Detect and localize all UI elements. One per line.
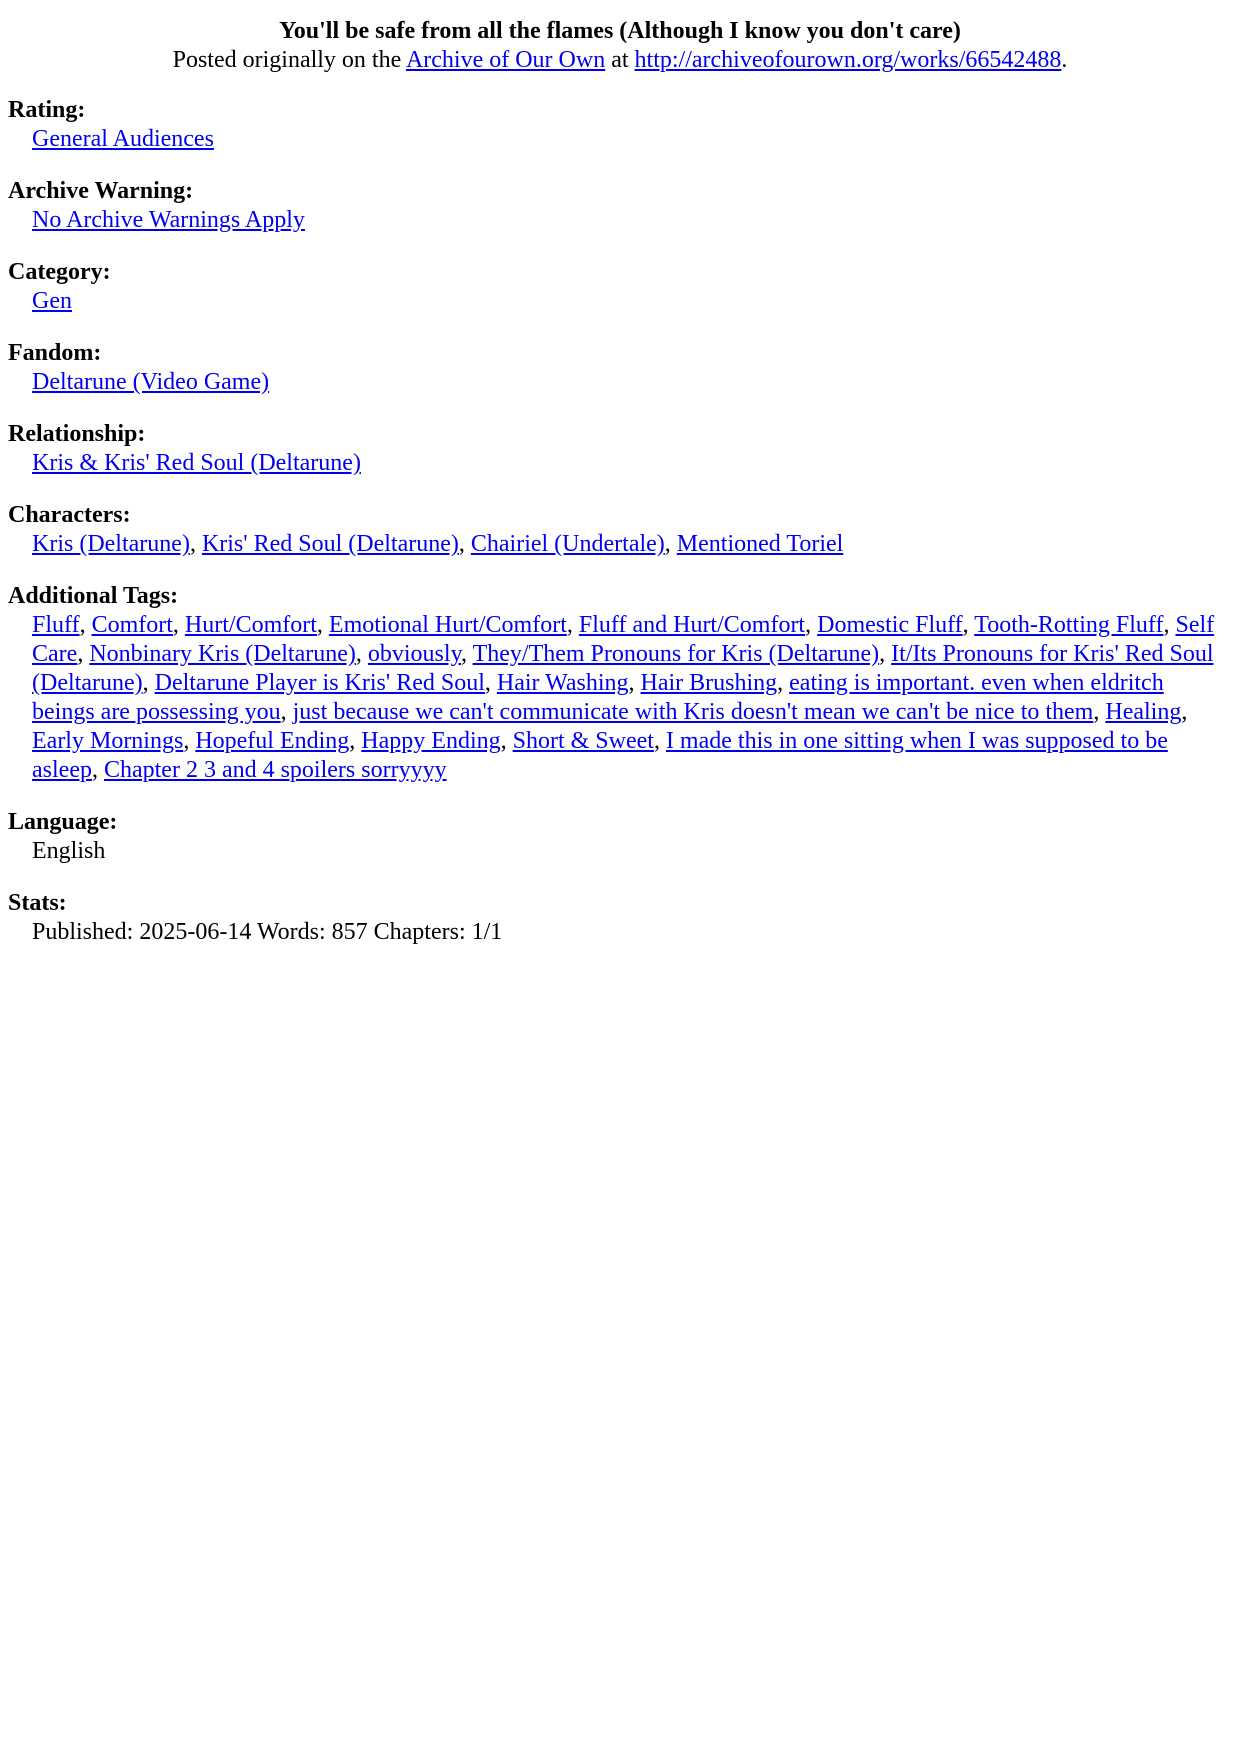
archive-warning-link[interactable]: No Archive Warnings Apply [32,207,305,233]
character-link[interactable]: Kris' Red Soul (Deltarune) [201,531,459,557]
tag-link[interactable]: Comfort [91,612,173,638]
archive-warning-value [32,206,1232,235]
tag-link[interactable]: Chapter 2 3 and 4 spoilers sorryyyy [103,757,447,783]
fandom-value [32,368,1232,397]
tag-link[interactable]: Happy Ending [361,728,501,754]
tag-link[interactable]: Short & Sweet [512,728,654,754]
tag-link[interactable]: They/Them Pronouns for Kris (Deltarune) [472,641,880,667]
relationship-label: Relationship: [8,421,146,447]
work-url-link[interactable]: http://archiveofourown.org/works/66542488 [634,47,1062,73]
byline-text-suffix: . [1061,47,1068,73]
relationship-link[interactable]: Kris & Kris' Red Soul (Deltarune) [32,450,361,476]
archive-warning-label: Archive Warning: [8,178,194,204]
language-value: English [32,838,106,864]
category-value [32,287,1232,316]
character-link[interactable]: Mentioned Toriel [676,531,844,557]
additional-tags-value: Fluff, Comfort, Hurt/Comfort, Emotional Hurt/Comfort, Fluff and Hurt/Comfort, Domestic Fluff, Tooth-Rotting Fluff, Self Care, Nonbinary Kris (Deltarune), obviously, They/Them Pronouns for Kris (Deltarune), It/Its Pronouns for Kris' Red Soul (Deltarune), Deltarune Player is Kris' Red Soul, Hair Washing, Hair Brushing, eating is important. even when eldritch beings are possessing you, just because we can't communicate with Kris doesn't mean we can't be nice to them, Healing, Early Mornings, Hopeful Ending, Happy Ending, Short & Sweet, I made this in one sitting when I was supposed to be asleep, Chapter 2 3 and 4 spoilers sorryyyy [32,612,1215,783]
tag-link[interactable]: just because we can't communicate with Kris doesn't mean we can't be nice to them [292,699,1094,725]
message [8,17,1232,75]
language-label: Language: [8,809,118,835]
byline-text-middle: at [605,47,635,73]
tag-link[interactable]: Hair Washing [496,670,629,696]
additional-tags-label: Additional Tags: [8,583,179,609]
byline-text-prefix: Posted originally on the [172,47,406,73]
work-meta-list [8,96,1232,947]
tag-link[interactable]: Healing [1105,699,1182,725]
work-title: You'll be safe from all the flames (Although I know you don't care) [279,18,961,44]
characters-value: Kris (Deltarune), Kris' Red Soul (Deltarune), Chairiel (Undertale), Mentioned Toriel [32,531,844,557]
tag-link[interactable]: Hopeful Ending [195,728,350,754]
category-link[interactable]: Gen [32,288,72,314]
tag-link[interactable]: Hurt/Comfort [184,612,317,638]
tag-link[interactable]: It/Its Pronouns for Kris' Red Soul (Deltarune) [32,641,1214,696]
tag-link[interactable]: I made this in one sitting when I was supposed to be asleep [32,728,1168,783]
tag-link[interactable]: Tooth-Rotting Fluff [974,612,1164,638]
tag-link[interactable]: Fluff and Hurt/Comfort [578,612,806,638]
tag-link[interactable]: Early Mornings [32,728,184,754]
ao3-work-preface-page [8,17,1232,1753]
tag-link[interactable]: obviously [367,641,462,667]
rating-value [32,125,1232,154]
rating-label: Rating: [8,97,86,123]
tag-link[interactable]: Self Care [32,612,1215,667]
tag-link[interactable]: Fluff [32,612,80,638]
tag-link[interactable]: Nonbinary Kris (Deltarune) [89,641,356,667]
fandom-label: Fandom: [8,340,102,366]
tag-link[interactable]: eating is important. even when eldritch beings are possessing you [32,670,1164,725]
tag-link[interactable]: Hair Brushing [640,670,778,696]
rating-link[interactable]: General Audiences [32,126,214,152]
relationship-value [32,449,1232,478]
fandom-link[interactable]: Deltarune (Video Game) [32,369,270,395]
character-link[interactable]: Chairiel (Undertale) [470,531,665,557]
stats-label: Stats: [8,890,67,916]
characters-label: Characters: [8,502,131,528]
tag-link[interactable]: Deltarune Player is Kris' Red Soul [154,670,485,696]
preface [8,17,1232,947]
archive-of-our-own-link[interactable]: Archive of Our Own [405,47,606,73]
tag-link[interactable]: Emotional Hurt/Comfort [328,612,567,638]
tag-link[interactable]: Domestic Fluff [817,612,963,638]
character-link[interactable]: Kris (Deltarune) [32,531,190,557]
category-label: Category: [8,259,111,285]
stats-value: Published: 2025-06-14 Words: 857 Chapters: 1/1 [32,919,503,945]
